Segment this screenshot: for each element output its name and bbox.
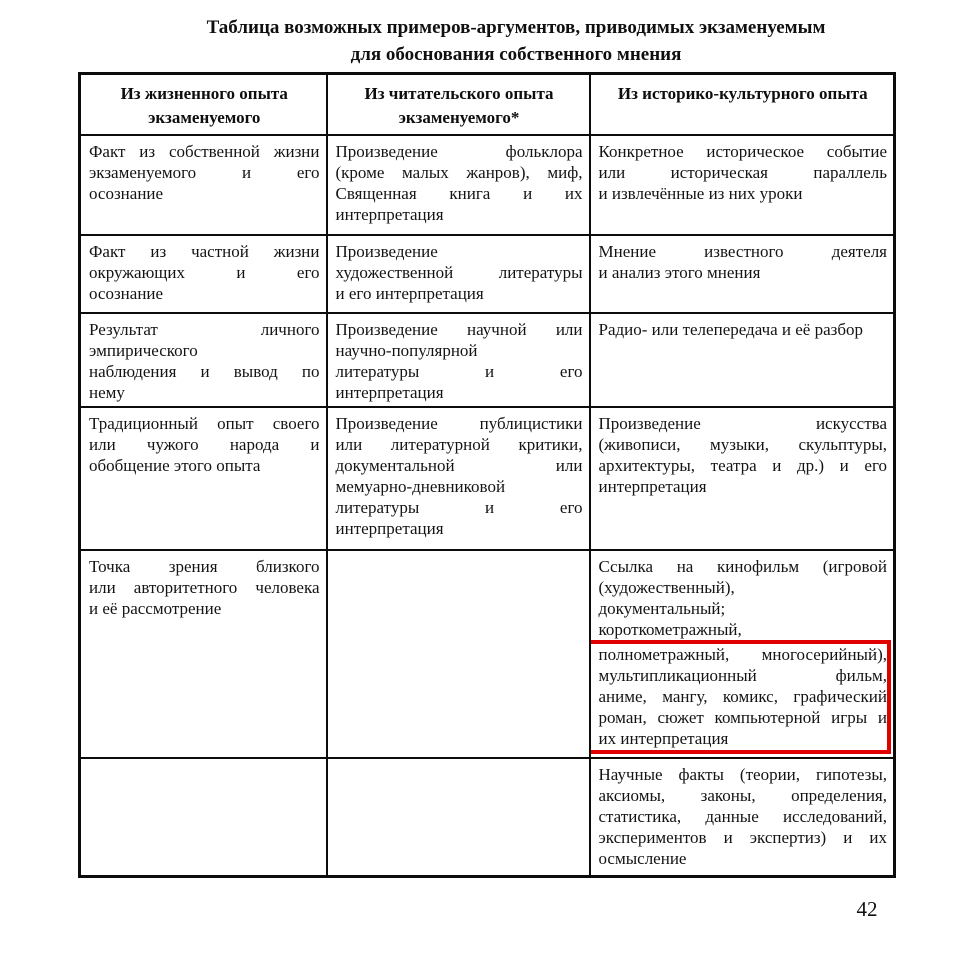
text-line: мемуарно-дневниковой [335, 476, 506, 496]
text-line: Произведение искусства [598, 413, 887, 433]
table-head [80, 74, 895, 135]
text-line: короткометражный, [598, 619, 742, 639]
text-line: архитектуры, театра и др.) и его [598, 455, 887, 475]
text-line: осознание [89, 283, 164, 303]
header-cell [590, 74, 895, 135]
text-line: их интерпретация [598, 728, 729, 748]
page-title-line-2: для обоснования собственного мнения [350, 44, 682, 65]
table-row [80, 550, 895, 758]
text-line: литературы и его [335, 361, 583, 381]
text-line: Ссылка на кинофильм (игровой [598, 556, 887, 576]
text-line: аксиомы, законы, определения, [598, 785, 887, 805]
text-line: Мнение известного деятеля [598, 241, 887, 261]
header-cell [327, 74, 590, 135]
page-number: 42 [856, 897, 878, 921]
table-row [80, 313, 895, 407]
text-line: Произведение [335, 241, 438, 261]
table-cell [590, 313, 895, 407]
text-line: полнометражный, многосерийный), [598, 644, 887, 664]
text-line: Радио- или телепередача и её разбор [598, 319, 864, 339]
header-row [80, 74, 895, 135]
text-line: Факт из собственной жизни [89, 141, 320, 161]
table-row [80, 235, 895, 313]
text-line: или литературной критики, [335, 434, 583, 454]
text-line: осознание [89, 183, 164, 203]
text-line: мультипликационный фильм, [598, 665, 887, 685]
text-line: обобщение этого опыта [89, 455, 261, 475]
table-cell [327, 758, 590, 877]
text-line: Из читательского опыта [364, 84, 554, 103]
text-line: роман, сюжет компьютерной игры и [598, 707, 887, 727]
text-line: экзаменуемого* [398, 108, 520, 127]
text-line: осмысление [598, 848, 687, 868]
table-body [80, 135, 895, 877]
text-line: литературы и его [335, 497, 583, 517]
text-line: экзаменуемого и его [89, 162, 320, 182]
table-cell [80, 758, 327, 877]
text-line: (художественный), [598, 577, 735, 597]
text-line: и анализ этого мнения [598, 262, 761, 282]
table-cell [80, 550, 327, 758]
text-line: Факт из частной жизни [89, 241, 320, 261]
text-line: (живописи, музыки, скульптуры, [598, 434, 887, 454]
text-line: Произведение фольклора [335, 141, 583, 161]
text-line: Священная книга и их [335, 183, 583, 203]
text-line: Из историко-культурного опыта [617, 84, 868, 103]
table-row [80, 407, 895, 550]
text-line: Произведение публицистики [335, 413, 583, 433]
text-line: (кроме малых жанров), миф, [335, 162, 583, 182]
table-cell [327, 550, 590, 758]
text-line: и её рассмотрение [89, 598, 222, 618]
text-line: эмпирического [89, 340, 198, 360]
text-line: статистика, данные исследований, [598, 806, 887, 826]
text-line: научно-популярной [335, 340, 478, 360]
text-line: Из жизненного опыта [120, 84, 288, 103]
text-line: аниме, мангу, комикс, графический [598, 686, 887, 706]
table-cell [80, 135, 327, 235]
text-line: Конкретное историческое событие [598, 141, 887, 161]
table-cell [327, 135, 590, 235]
arguments-table [78, 72, 896, 878]
text-line: и извлечённые из них уроки [598, 183, 803, 203]
table-cell [590, 550, 895, 758]
highlight-rectangle [590, 640, 892, 754]
text-line: документальный; [598, 598, 726, 618]
table-row [80, 135, 895, 235]
text-line: экспериментов и экспертиз) и их [598, 827, 887, 847]
text-line: и его интерпретация [335, 283, 484, 303]
text-line: интерпретация [598, 476, 707, 496]
table-cell [80, 313, 327, 407]
text-line: наблюдения и вывод по [89, 361, 320, 381]
text-line: экзаменуемого [148, 108, 261, 127]
table-cell [590, 135, 895, 235]
text-line: Точка зрения близкого [89, 556, 320, 576]
table-cell [80, 235, 327, 313]
table-cell [327, 313, 590, 407]
text-line: художественной литературы [335, 262, 583, 282]
text-line: интерпретация [335, 518, 444, 538]
text-line: или историческая параллель [598, 162, 887, 182]
text-line: документальной или [335, 455, 583, 475]
table-cell [590, 407, 895, 550]
text-line: или чужого народа и [89, 434, 320, 454]
header-cell [80, 74, 327, 135]
table-cell [80, 407, 327, 550]
text-line: интерпретация [335, 382, 444, 402]
text-line: Научные факты (теории, гипотезы, [598, 764, 887, 784]
table-cell [327, 235, 590, 313]
table-cell [590, 235, 895, 313]
text-line: или авторитетного человека [89, 577, 320, 597]
page-title [73, 14, 959, 68]
table-cell [590, 758, 895, 877]
text-line: нему [89, 382, 125, 402]
text-line: Результат личного [89, 319, 320, 339]
text-line: интерпретация [335, 204, 444, 224]
text-line: Произведение научной или [335, 319, 583, 339]
text-line: Традиционный опыт своего [89, 413, 320, 433]
text-line: окружающих и его [89, 262, 320, 282]
table-row [80, 758, 895, 877]
page-title-line-1: Таблица возможных примеров-аргументов, приводимых экзаменуемым [206, 17, 826, 38]
table-cell [327, 407, 590, 550]
